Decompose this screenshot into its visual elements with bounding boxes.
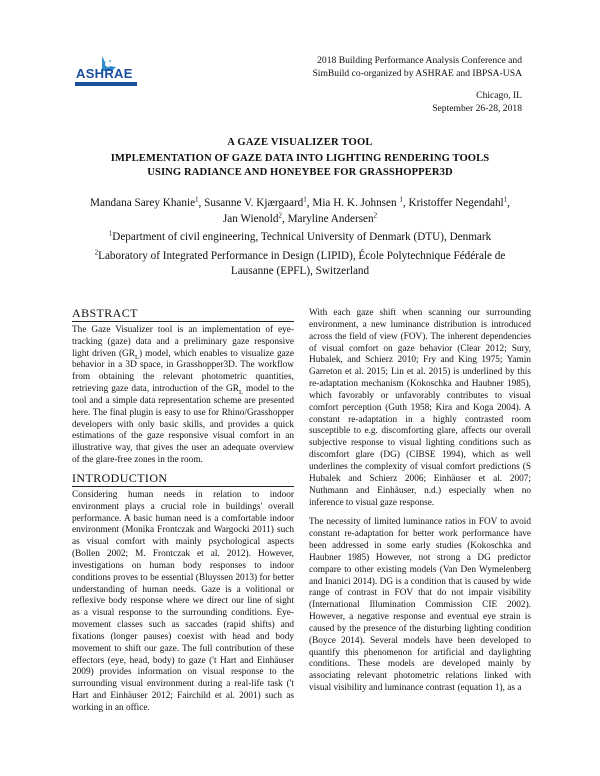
author-list-line-1	[50, 196, 550, 212]
affiliation-2-line-2: Lausanne (EPFL), Switzerland	[230, 265, 370, 277]
right-column	[309, 308, 531, 695]
author-affiliation: 1	[399, 195, 403, 204]
paper-subtitle-line-1: IMPLEMENTATION OF GAZE DATA INTO LIGHTING RENDERING TOOLS	[110, 153, 490, 164]
logo-text: ASHRAE	[76, 66, 133, 81]
author-name: Mia H. K. Johnsen	[312, 197, 400, 209]
conference-dates: September 26-28, 2018	[432, 103, 522, 114]
author-affiliation: 2	[373, 210, 378, 219]
affiliation-1-text: Department of civil engineering, Technical University of Denmark (DTU), Denmark	[112, 231, 492, 243]
author-name: Mandana Sarey Khanie	[90, 197, 196, 209]
author-name: Maryline Andersen	[287, 212, 374, 225]
author-separator: ,	[281, 212, 288, 225]
affiliation-1	[50, 230, 550, 246]
author-separator: ,	[507, 197, 510, 209]
introduction-heading: INTRODUCTION	[72, 473, 294, 487]
abstract-heading: ABSTRACT	[72, 308, 294, 322]
author-affiliation: 1	[503, 195, 508, 204]
conference-line-2: SimBuild co-organized by ASHRAE and IBPSA-USA	[312, 68, 522, 79]
affiliation-2	[50, 249, 550, 280]
author-affiliation: 1	[195, 195, 199, 204]
author-separator: ,	[306, 197, 313, 209]
affiliation-2-line-1: Laboratory of Integrated Performance in Design (LIPID), École Polytechnique Fédérale de	[98, 249, 506, 262]
author-name: Kristoffer Negendahl	[408, 197, 504, 209]
body-paragraph-2: The necessity of limited luminance ratios in FOV to avoid constant re-adaptation for better work performance have been addressed in some early studies (Kokoschka and Haubner 1985) However, not strong a DG predictor compare to other existing models (Van Den Wymelenberg and Inanici 2014). DG is a condition that is caused by wide range of contrast in FOV that do not impair visibility (International Illumination Commission CIE 2002). However, a negative response and eventual eye strain is caused by the presence of the disturbing lighting condition (Boyce 2014). Several models have been developed to quantify this phenomenon for artificial and daylighting conditions. These models are developed mainly by associating relevant photometric relations linked with visual visibility and luminance contrast (equation 1), as a	[309, 517, 531, 694]
author-block	[50, 196, 550, 280]
paper-title-block	[60, 136, 540, 180]
author-name: Susanne V. Kjærgaard	[204, 197, 304, 209]
paper-subtitle-line-2: USING RADIANCE AND HONEYBEE FOR GRASSHOPPER3D	[147, 167, 453, 178]
author-separator: ,	[198, 197, 205, 209]
conference-info	[222, 54, 522, 115]
paper-title: A GAZE VISUALIZER TOOL	[227, 137, 373, 148]
affiliation-2-number: 2	[94, 247, 99, 256]
author-list-line-2	[50, 212, 550, 228]
conference-line-1: 2018 Building Performance Analysis Conference and	[317, 55, 522, 66]
introduction-paragraph: Considering human needs in relation to indoor environment plays a crucial role in buildings' overall performance. A basic human need is a comfortable indoor environment (Monika Frontczak and Wargocki 2011) such as visual comfort with mainly psychological aspects (Bollen 2002; M. Frontczak et al. 2012). However, investigations on human body responses to indoor conditions proves to be essential (Bluyssen 2013) for better understanding of human needs. Gaze is a volitional or reflexive body response where we direct our line of sight as a visual response to the surrounding conditions. Eye-movement classes such as saccades (rapid shifts) and fixations (longer pauses) coexist with head and body movement to shift our gaze. The full contribution of these effectors (eye, head, body) to gaze ('t Hart and Einhäuser 2009) provides information on visual response to the surrounding visual environment during a real-life task ('t Hart and Einhäuser 2012; Fairchild et al. 2001) such as working in an office.	[72, 489, 294, 713]
author-separator: ,	[402, 197, 409, 209]
body-paragraph-1: With each gaze shift when scanning our surrounding environment, a new luminance distribution is introduced across the field of view (FOV). The inherent dependencies of visual comfort on gaze behavior (Clear 2012; Sury, Hubalek, and Schierz 2010; Fry and King 1975; Yamin Garreton et al. 2015; Lin et al. 2015) is underlined by this re-adaptation mechanism (Kokoschka and Haubner 1985), which favorably or unfavorably contributes to visual comfort perception (Guth 1958; Kira and Koga 2004). A constant re-adaptation in a highly contrasted room susceptible to e.g. discomforting glare, affects our overall subjective response to visual lighting conditions such as discomfort glare (DG) (CIBSE 1994), which as well underlines the complexity of visual comfort predictions (S Hubalek and Schierz 2006; Einhäuser et al. 2007; Nuthmann and Einhäuser, n.d.) especially when no inference to visual gaze response.	[309, 308, 531, 508]
affiliation-1-number: 1	[108, 229, 113, 238]
left-column	[72, 308, 294, 715]
abstract-paragraph: The Gaze Visualizer tool is an implementation of eye-tracking (gaze) data and a preliminary gaze responsive light driven $(GR_L)$ model, which enables to visualize gaze behavior in a 3D space, in Grasshopper3D. The workflow from obtaining the relevant photometric quantities, retrieving gaze data, introduction of the $GR_L$ model to the tool and a simple data representation scheme are presented here. The final plugin is easy to use for Rhino/Grasshopper developers with only basic skills, and provides a quick estimations of the gaze responsive visual comfort in an illustrative way, that gives the user an adequate overview of the glare-free zones in the room.	[72, 324, 294, 466]
conference-location: Chicago, IL	[476, 90, 522, 101]
author-name: Jan Wienold	[222, 212, 279, 225]
ashrae-logo	[72, 52, 144, 96]
author-affiliation: 2	[278, 210, 282, 219]
author-affiliation: 1	[303, 195, 307, 204]
